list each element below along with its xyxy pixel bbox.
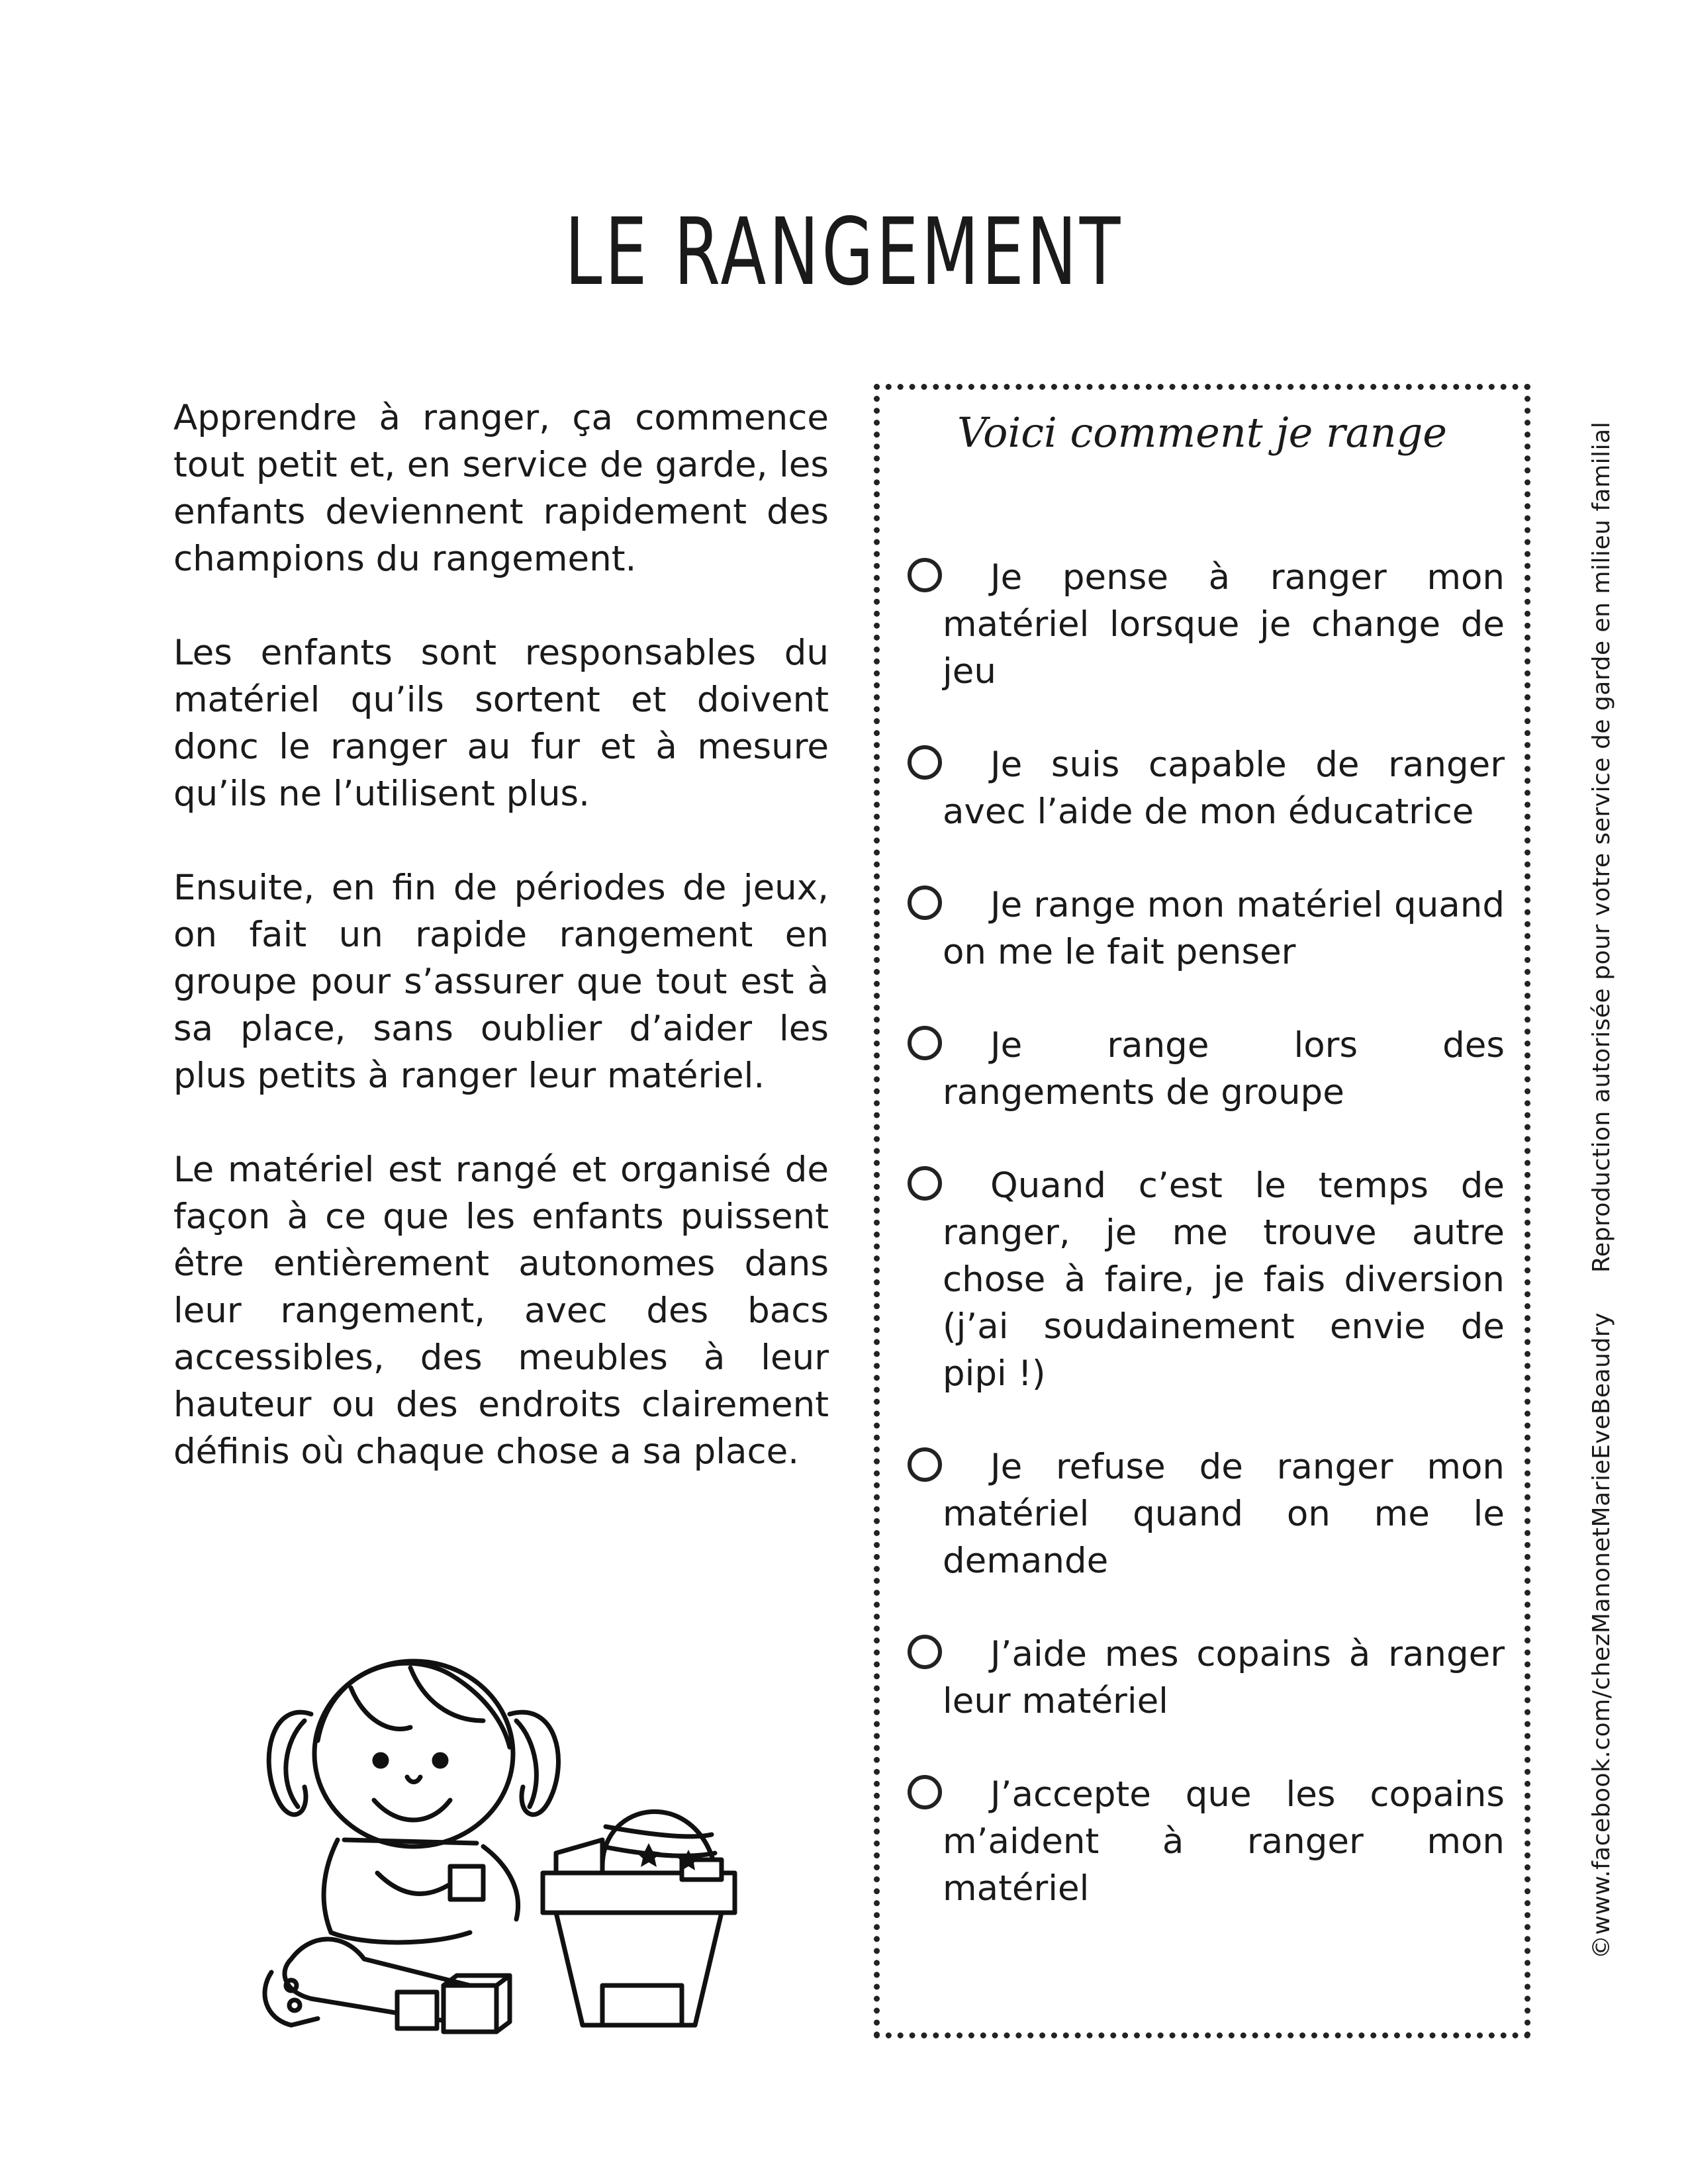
checklist-item [880, 1771, 1524, 1912]
checklist-items [880, 554, 1524, 1958]
checklist-item-text: Je range mon matériel quand on me le fait penser [943, 885, 1505, 972]
paragraph: Les enfants sont responsables du matériel qu’ils sortent et doivent donc le ranger au fur et à mesure qu’ils ne l’utilisent plus. [173, 633, 829, 814]
checklist-item-text: J’aide mes copains à ranger leur matériel [943, 1634, 1505, 1721]
page-title: LE RANGEMENT [565, 199, 1123, 306]
checkbox-circle-icon[interactable] [908, 558, 942, 592]
checklist-item [880, 1162, 1524, 1397]
checklist-item [880, 1631, 1524, 1725]
checklist-item [880, 882, 1524, 976]
checkbox-circle-icon[interactable] [908, 1166, 942, 1201]
checklist-item-text: Quand c’est le temps de ranger, je me trouve autre chose à faire, je fais diversion (j’ai soudainement envie de pipi !) [943, 1165, 1505, 1394]
checklist-item [880, 554, 1524, 695]
checkbox-circle-icon[interactable] [908, 745, 942, 780]
checklist-heading: Voici comment je range [957, 408, 1447, 457]
checklist-box [874, 384, 1530, 2038]
intro-text [173, 394, 829, 1522]
checkbox-circle-icon[interactable] [908, 1775, 942, 1809]
checklist-item-text: Je pense à ranger mon matériel lorsque je change de jeu [943, 557, 1505, 692]
paragraph: Le matériel est rangé et organisé de façon à ce que les enfants puissent être entièrement autonomes dans leur rangement, avec des bacs accessibles, des meubles à leur hauteur ou des endroits clairement définis où chaque chose a sa place. [173, 1150, 829, 1472]
side-credit [1582, 421, 1622, 1959]
checklist-item [880, 1443, 1524, 1584]
checklist-item-text: Je range lors des rangements de groupe [943, 1025, 1505, 1113]
paragraph: Apprendre à ranger, ça commence tout petit et, en service de garde, les enfants deviennent rapidement des champions du rangement. [173, 398, 829, 579]
checklist-item-text: J’accepte que les copains m’aident à ranger mon matériel [943, 1774, 1505, 1909]
paragraph: Ensuite, en fin de périodes de jeux, on fait un rapide rangement en groupe pour s’assurer que tout est à sa place, sans oublier d’aider les plus petits à ranger leur matériel. [173, 868, 829, 1096]
child-tidying-illustration [232, 1588, 774, 2038]
checkbox-circle-icon[interactable] [908, 1026, 942, 1060]
checkbox-circle-icon[interactable] [908, 1447, 942, 1482]
checklist-item-text: Je suis capable de ranger avec l’aide de mon éducatrice [943, 745, 1505, 832]
checklist-item-text: Je refuse de ranger mon matériel quand on me le demande [943, 1447, 1505, 1581]
checkbox-circle-icon[interactable] [908, 886, 942, 920]
checkbox-circle-icon[interactable] [908, 1635, 942, 1669]
checklist-item [880, 741, 1524, 835]
license-text: Reproduction autorisée pour votre service de garde en milieu familial [1588, 421, 1615, 1273]
checklist-item [880, 1022, 1524, 1116]
copyright-text: ©www.facebook.com/chezManonetMarieEveBeaudry [1588, 1312, 1615, 1959]
